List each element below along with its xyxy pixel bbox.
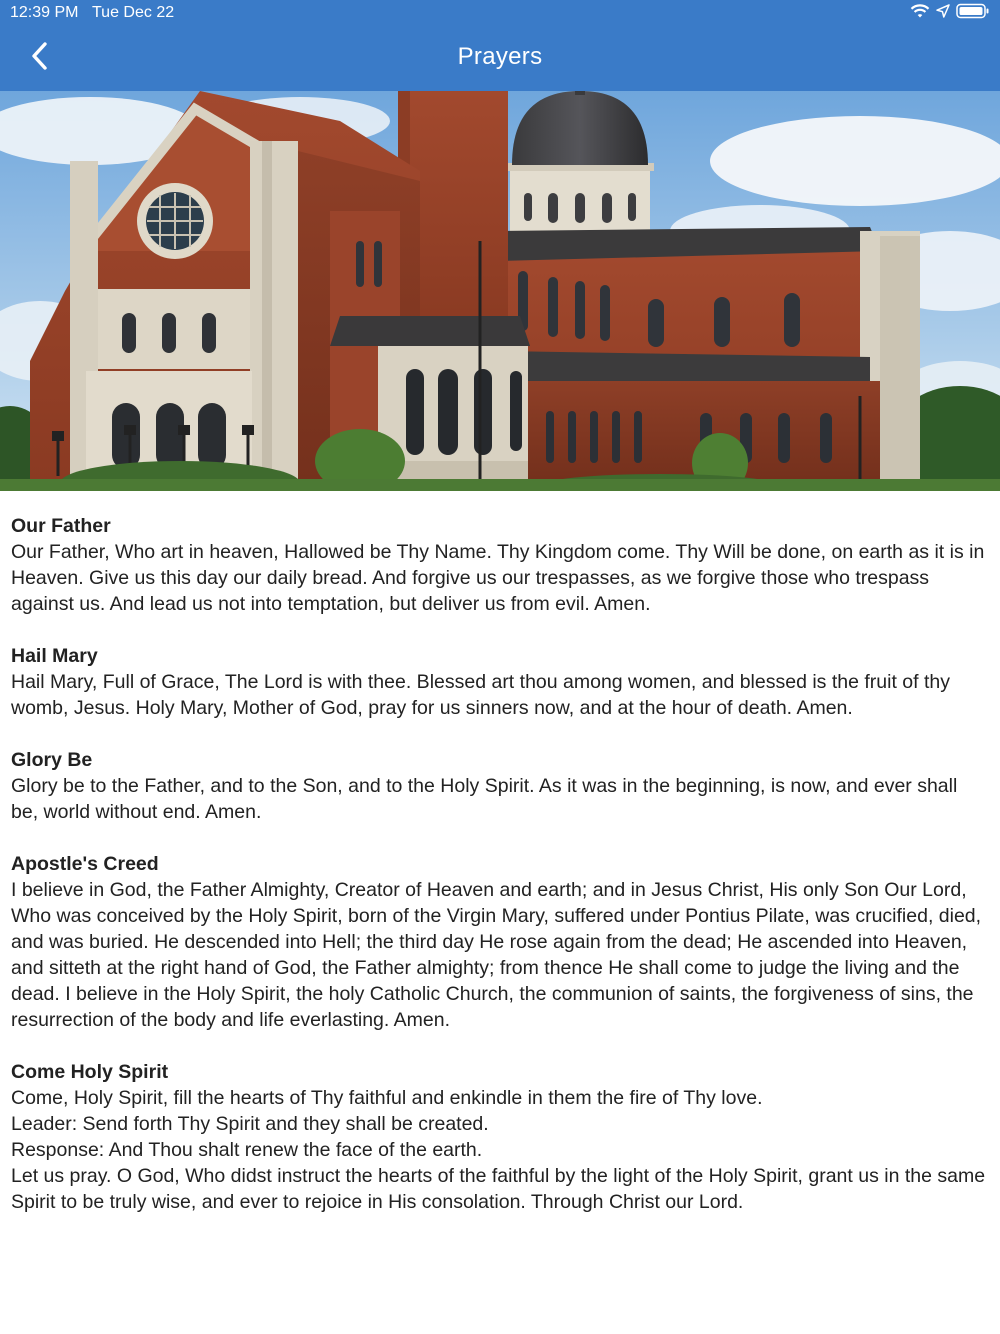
- page-title: Prayers: [457, 43, 543, 70]
- prayer-text-closing: Let us pray. O God, Who didst instruct the hearts of the faithful by the light of the Holy Spirit, grant us in the same Spirit to be truly wise, and ever to rejoice in His consolation. Through Christ our Lord.: [11, 1165, 986, 1213]
- battery-icon: [956, 3, 990, 24]
- prayer-title: Glory Be: [11, 749, 93, 771]
- prayer-glory-be: [11, 747, 989, 825]
- status-time: 12:39 PM: [10, 4, 79, 21]
- prayer-text: I believe in God, the Father Almighty, Creator of Heaven and earth; and in Jesus Christ, His only Son Our Lord, Who was conceived by the Holy Spirit, born of the Virgin Mary, suffered under Pontius Pilate, was crucified, died, and was buried. He descended into Hell; the third day He rose again from the dead; He ascended into Heaven, and sitteth at the right hand of God, the Father almighty; from thence He shall come to judge the living and the dead. I believe in the Holy Spirit, the holy Catholic Church, the communion of saints, the forgiveness of sins, the resurrection of the body and life everlasting. Amen.: [11, 879, 982, 1031]
- navigation-bar: [0, 26, 1000, 91]
- prayer-text: Hail Mary, Full of Grace, The Lord is with thee. Blessed art thou among women, and blessed is the fruit of thy womb, Jesus. Holy Mary, Mother of God, pray for us sinners now, and at the hour of death. Amen.: [11, 671, 950, 719]
- status-icons: [910, 3, 990, 23]
- prayer-text: Glory be to the Father, and to the Son, and to the Holy Spirit. As it was in the beginning, is now, and ever shall be, world without end. Amen.: [11, 775, 958, 823]
- prayer-title: Hail Mary: [11, 645, 98, 667]
- prayer-apostles-creed: [11, 851, 989, 1033]
- prayer-list: [11, 513, 989, 1241]
- prayer-title: Our Father: [11, 515, 111, 537]
- prayer-come-holy-spirit: [11, 1059, 989, 1215]
- status-date: Tue Dec 22: [92, 4, 175, 21]
- prayer-title: Come Holy Spirit: [11, 1061, 169, 1083]
- prayer-text-leader: Leader: Send forth Thy Spirit and they shall be created.: [11, 1113, 489, 1135]
- location-arrow-icon: [936, 4, 950, 23]
- wifi-icon: [910, 3, 930, 24]
- church-photo: [0, 91, 1000, 491]
- prayer-title: Apostle's Creed: [11, 853, 159, 875]
- prayer-text-response: Response: And Thou shalt renew the face of the earth.: [11, 1139, 483, 1161]
- prayer-hail-mary: [11, 643, 989, 721]
- prayer-text: Our Father, Who art in heaven, Hallowed be Thy Name. Thy Kingdom come. Thy Will be done, on earth as it is in Heaven. Give us this day our daily bread. And forgive us our trespasses, as we forgive those who trespass against us. And lead us not into temptation, but deliver us from evil. Amen.: [11, 541, 985, 615]
- prayer-text: Come, Holy Spirit, fill the hearts of Thy faithful and enkindle in them the fire of Thy love.: [11, 1087, 763, 1109]
- prayer-our-father: [11, 513, 989, 617]
- status-bar: [0, 0, 1000, 26]
